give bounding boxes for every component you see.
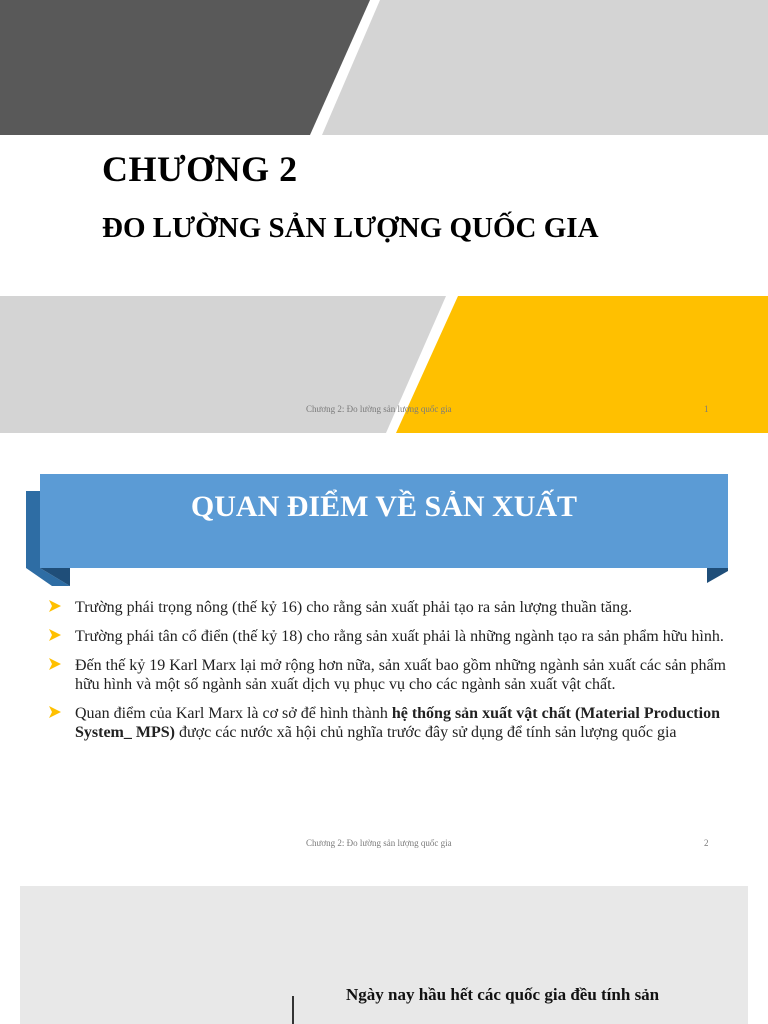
bullet-text: Đến thế kỷ 19 Karl Marx lại mở rộng hơn nữa, sản xuất bao gồm những ngành sản xuất các sản phẩm hữu hình và một số ngành sản xuất dịch vụ phục vụ cho các ngành sản xuất vật chất. bbox=[75, 657, 726, 693]
arrow-bullet-icon bbox=[49, 600, 61, 612]
list-item bbox=[48, 704, 728, 742]
slide-1 bbox=[0, 0, 768, 433]
slide2-heading: QUAN ĐIỂM VỀ SẢN XUẤT bbox=[190, 490, 578, 523]
bullet-text-bold: hệ thống sản xuất vật chất (Material Production System_ MPS) bbox=[75, 705, 720, 741]
slide3-text: Ngày nay hầu hết các quốc gia đều tính sản bbox=[346, 985, 660, 1004]
slide1-footer-text: Chương 2: Đo lường sản lượng quốc gia bbox=[306, 404, 452, 414]
bullet-text-pre: Quan điểm của Karl Marx là cơ sở để hình thành bbox=[75, 705, 392, 722]
arrow-bullet-icon bbox=[49, 658, 61, 670]
list-item bbox=[48, 656, 728, 694]
slide1-header-shapes bbox=[0, 0, 768, 135]
bullet-text: Trường phái tân cổ điển (thế kỷ 18) cho rằng sản xuất phải là những ngành tạo ra sản phẩm hữu hình. bbox=[75, 628, 724, 645]
slide1-page-number: 1 bbox=[704, 404, 709, 414]
vertical-divider bbox=[292, 996, 294, 1024]
list-item bbox=[48, 598, 728, 617]
slide-3 bbox=[20, 886, 748, 1024]
bullet-text: Trường phái trọng nông (thế kỷ 16) cho rằng sản xuất phải tạo ra sản lượng thuần tăng. bbox=[75, 599, 633, 616]
bullet-text-post: được các nước xã hội chủ nghĩa trước đây sử dụng để tính sản lượng quốc gia bbox=[174, 724, 677, 741]
slide2-page-number: 2 bbox=[704, 838, 709, 848]
slide-2 bbox=[0, 438, 768, 862]
list-item bbox=[48, 627, 728, 646]
arrow-bullet-icon bbox=[49, 706, 61, 718]
slide2-footer-text: Chương 2: Đo lường sản lượng quốc gia bbox=[306, 838, 452, 848]
dark-gray-panel bbox=[0, 0, 370, 135]
slide1-subtitle: ĐO LƯỜNG SẢN LƯỢNG QUỐC GIA bbox=[102, 212, 599, 244]
light-gray-panel bbox=[322, 0, 768, 135]
arrow-bullet-icon bbox=[49, 629, 61, 641]
slide1-title: CHƯƠNG 2 bbox=[102, 149, 298, 189]
bullet-list bbox=[48, 598, 728, 752]
